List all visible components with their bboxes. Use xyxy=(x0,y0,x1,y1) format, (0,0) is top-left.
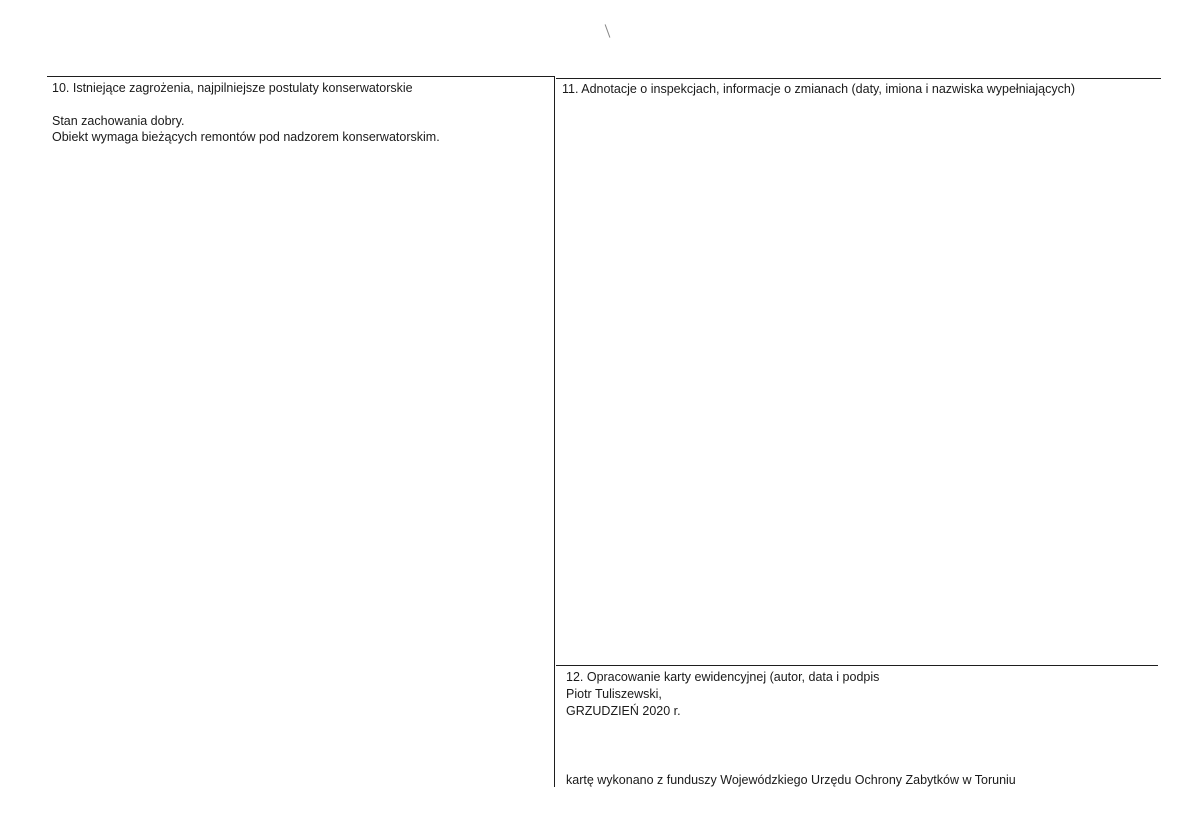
section-12-top-rule xyxy=(556,665,1158,666)
section-10-requirement-text: Obiekt wymaga bieżących remontów pod nadzorem konserwatorskim. xyxy=(52,130,440,144)
funding-footer-note: kartę wykonano z funduszy Wojewódzkiego Urzędu Ochrony Zabytków w Toruniu xyxy=(566,773,1016,787)
section-10-heading: 10. Istniejące zagrożenia, najpilniejsze postulaty konserwatorskie xyxy=(52,81,413,95)
section-11-top-rule xyxy=(556,78,1161,79)
column-divider xyxy=(554,76,555,787)
section-12-author: Piotr Tuliszewski, xyxy=(566,687,662,701)
section-10-top-rule xyxy=(47,76,555,77)
section-12-heading: 12. Opracowanie karty ewidencyjnej (autor, data i podpis xyxy=(566,670,880,684)
section-12-date: GRZUDZIEŃ 2020 r. xyxy=(566,704,681,718)
scan-artifact-mark xyxy=(605,24,611,37)
section-11-heading: 11. Adnotacje o inspekcjach, informacje o zmianach (daty, imiona i nazwiska wypełniających) xyxy=(562,82,1075,96)
section-10-condition-text: Stan zachowania dobry. xyxy=(52,114,185,128)
